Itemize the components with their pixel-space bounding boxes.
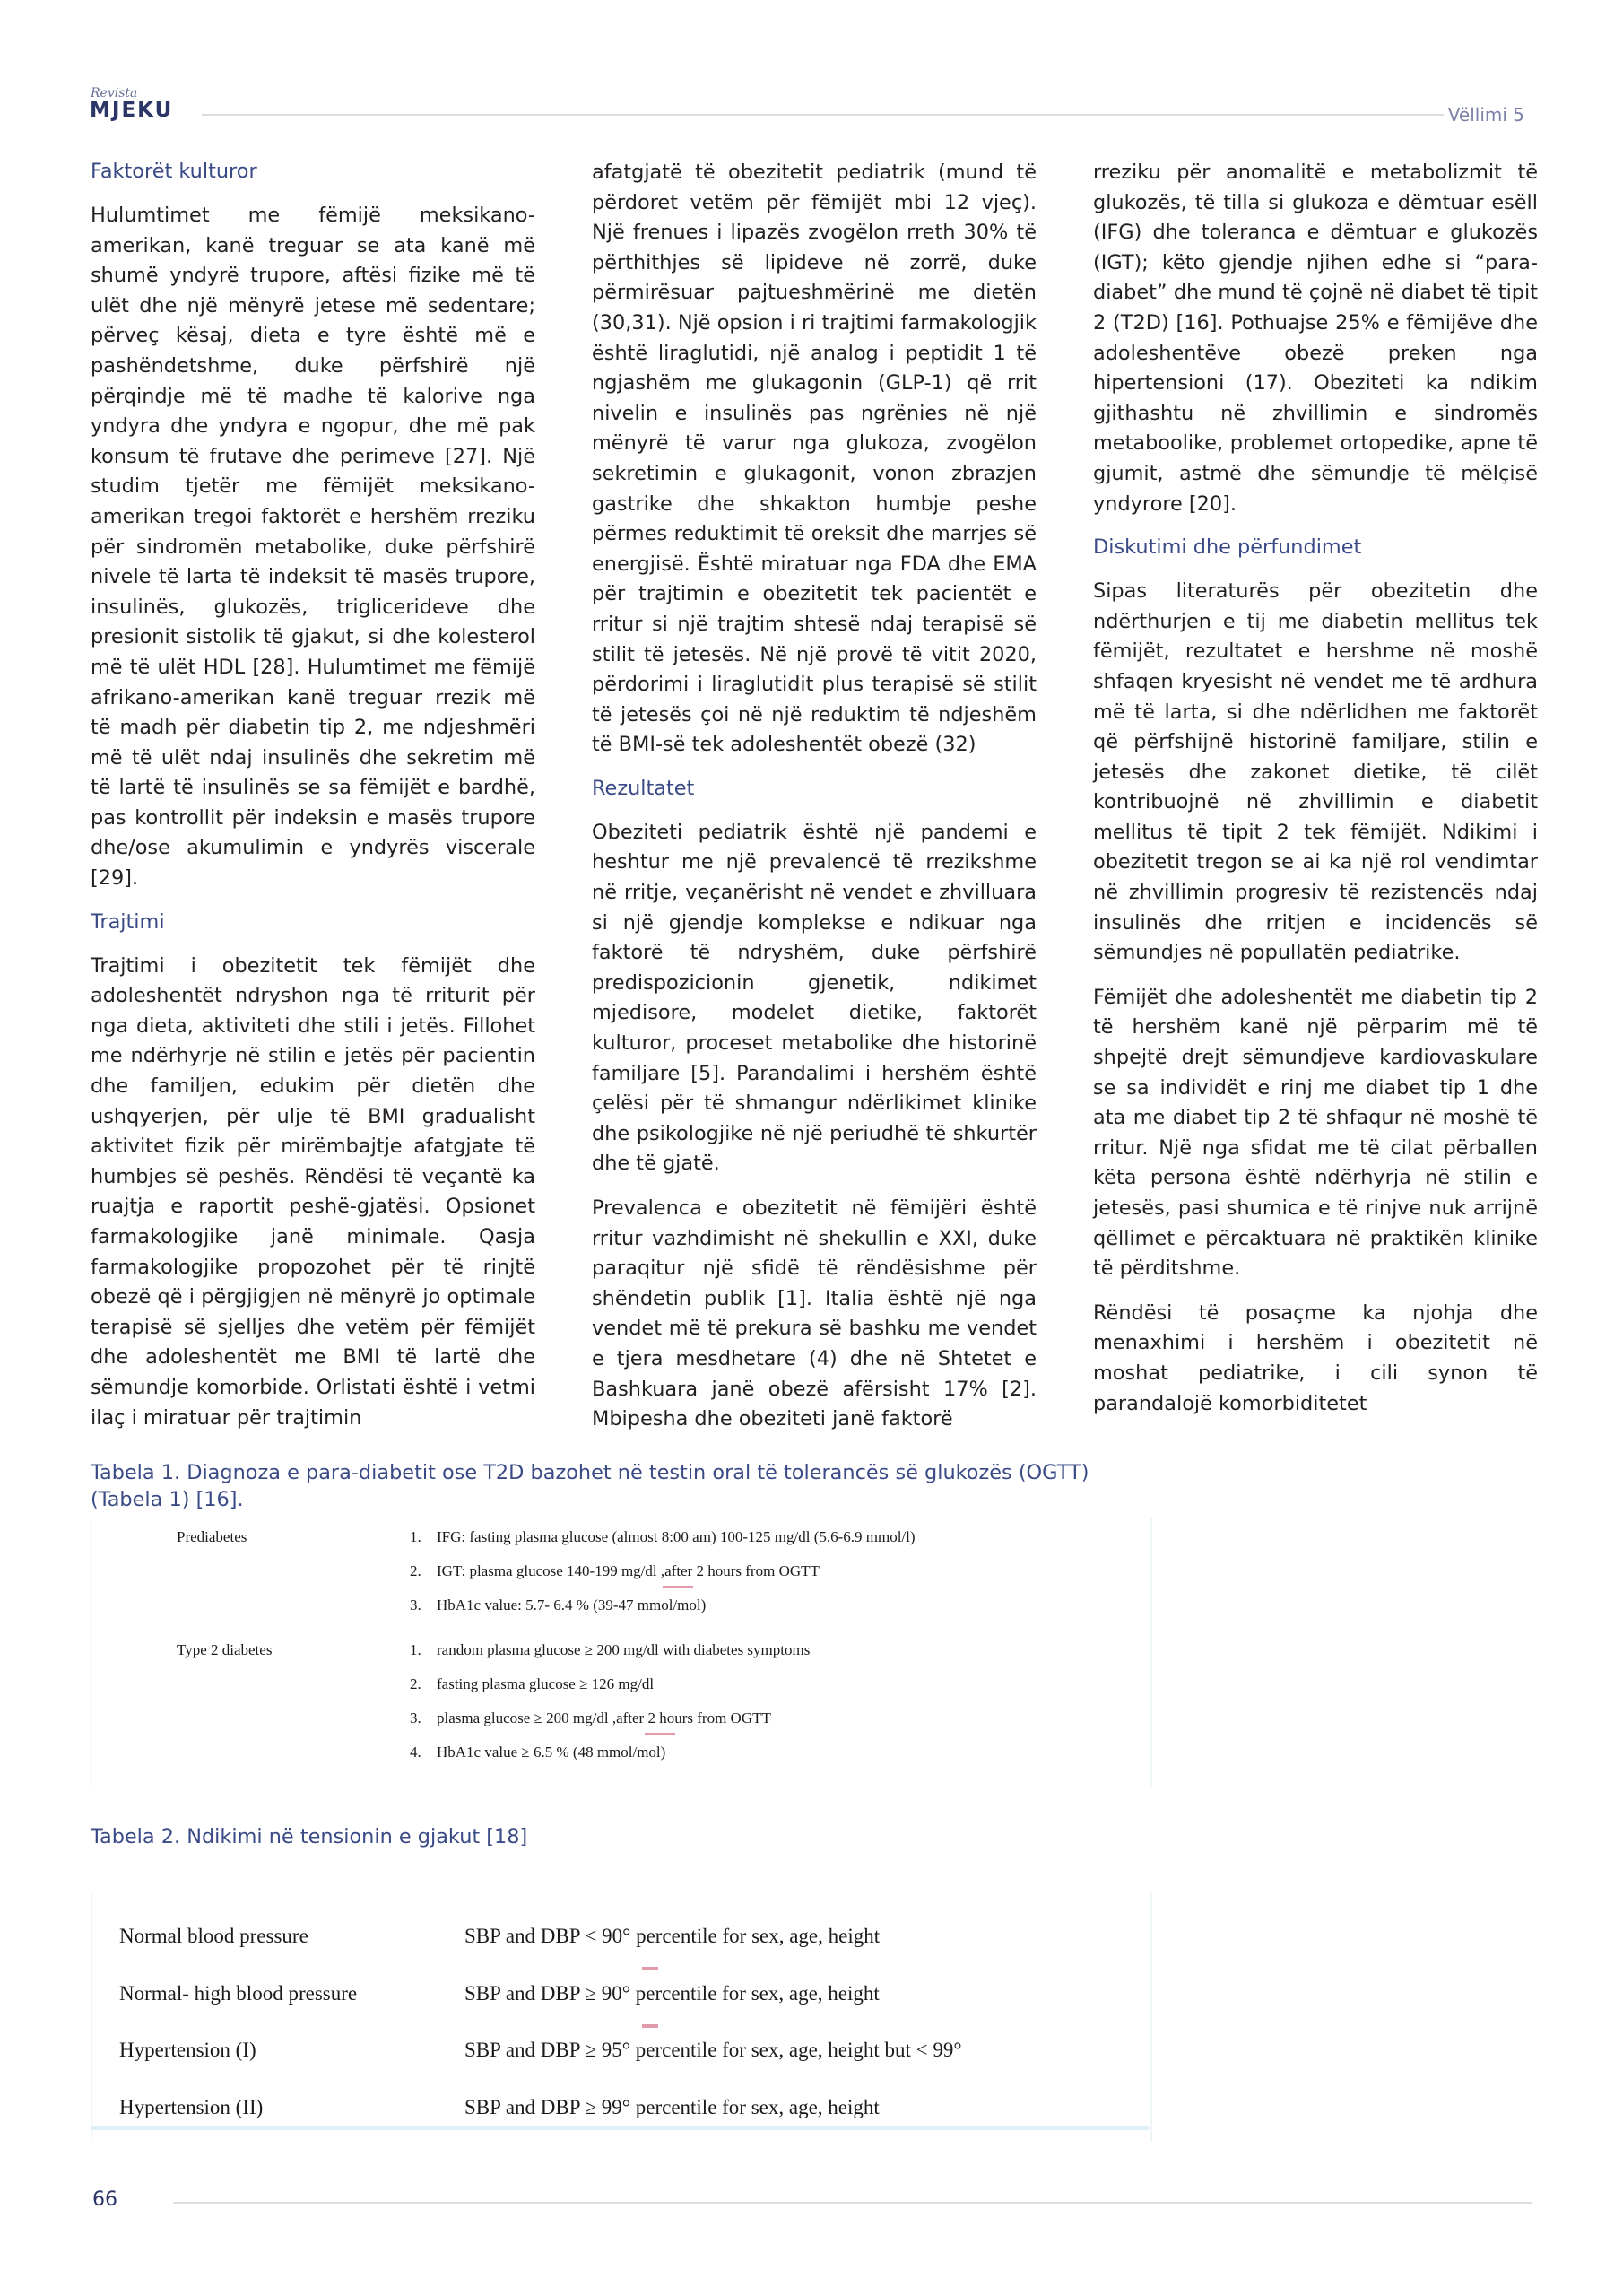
table-1-item: [410, 1675, 654, 1693]
item-text: HbA1c value ≥ 6.5 % (48 mmol/mol): [437, 1744, 666, 1761]
table-1-group-label: Prediabetes: [177, 1528, 247, 1545]
row-label: Normal blood pressure: [119, 1925, 308, 1947]
text-column-2: [592, 158, 1037, 1449]
footer-divider: [173, 2202, 1532, 2204]
item-number: 3.: [410, 1709, 421, 1726]
header-divider: [202, 114, 1444, 116]
spellcheck-underline: [645, 1733, 675, 1735]
paragraph: Trajtimi i obezitetit tek fëmijët dhe adoleshentët ndryshon nga të rriturit për nga dieta, aktiviteti dhe stili i jetës. Fillohet me ndërhyrje në stilin e jetës për pacientin dhe familjen, edukim për dietën dhe ushqyerjen, për ulje të BMI gradualisht aktivitet fizik për mirëmbajtje afatgjate të humbjes së peshës. Rëndësi të veçantë ka ruajtja e raportit peshë-gjatësi. Opsionet farmakologjike janë minimale. Qasja farmakologjike propozohet për të rinjtë obezë që i përgjigjen në mënyrë jo optimale terapisë së sjelljes dhe vetëm për fëmijët dhe adoleshentët me BMI të lartë dhe sëmundje komorbide. Orlistati është i vetmi ilaç i miratuar për trajtimin: [91, 953, 535, 1430]
table-1-item: [410, 1709, 771, 1727]
paragraph: Sipas literaturës për obezitetin dhe ndërthurjen e tij me diabetin mellitus tek fëmijët, rezultatet e hershme në moshë shfaqen kryesisht në vendet me të ardhura më të larta, si dhe ndërlidhen me faktorët që përfshijnë historinë familjare, stilin e jetesës dhe zakonet dietike, të cilët kontribuojnë në zhvillimin e diabetit mellitus të tipit 2 tek fëmijët. Ndikimi i obezitetit tregon se ai ka një rol vendimtar në zhvillimin progresiv të rezistencës ndaj insulinës dhe rritjen e incidencës së sëmundjes në popullatën pediatrike.: [1093, 579, 1538, 965]
row-criterion: SBP and DBP ≥ 90° percentile for sex, age, height: [464, 1982, 880, 2005]
row-criterion: SBP and DBP ≥ 99° percentile for sex, age, height: [464, 2096, 880, 2118]
row-criterion: SBP and DBP < 90° percentile for sex, age, height: [464, 1925, 881, 1947]
paragraph: afatgjatë të obezitetit pediatrik (mund të përdoret vetëm për fëmijët mbi 12 vjeç). Një frenues i lipazës zvogëlon rreth 30% të përthithjes së lipideve në zorrë, duke përmirësuar pajtueshmërinë me dietën (30,31). Një opsion i ri trajtimi farmakologjik është liraglutidi, një analog i peptidit 1 të ngjashëm me glukagonin (GLP-1) që rrit nivelin e insulinës pas ngrënies në një mënyrë të varur nga glukoza, zvogëlon sekretimin e glukagonit, vonon zbrazjen gastrike dhe shkakton humbje peshe përmes reduktimit të oreksit dhe marrjes së energjisë. Është miratuar nga FDA dhe EMA për trajtimin e obezitetit tek pacientët e rritur si një trajtim shtesë ndaj terapisë së stilit të jetesës. Në një provë të vitit 2020, përdorimi i liraglutidit plus terapisë së stilit të jetesës çoi në një reduktim të ndjeshëm të BMI-së tek adoleshentët obezë (32): [592, 161, 1037, 757]
paragraph: rreziku për anomalitë e metabolizmit të glukozës, të tilla si glukoza e dëmtuar esëll (IFG) dhe toleranca e dëmtuar e glukozës (IGT); këto gjendje njihen edhe si “para-diabet” dhe mund të çojnë në diabet të tipit 2 (T2D) [16]. Pothuajse 25% e fëmijëve dhe adoleshentëve obezë preken nga hipertensioni (17). Obeziteti ka ndikim gjithashtu në zhvillimin e sindromës metaboolike, problemet ortopedike, apne të gjumit, astmë dhe sëmundje të mëlçisë yndyrore [20].: [1093, 161, 1538, 516]
paragraph: Hulumtimet me fëmijë meksikano-amerikan, kanë treguar se ata kanë më shumë yndyrë trupore, aftësi fizike më të ulët dhe një mënyrë jetese më sedentare; përveç kësaj, dieta e tyre është më e pashëndetshme, duke përfshirë një përqindje më të madhe të kalorive nga yndyra dhe yndyra e ngopur, dhe më pak konsum të frutave dhe perimeve [27]. Një studim tjetër me fëmijët meksikano-amerikan tregoi faktorët e hershëm rreziku për sindromën metabolike, duke përfshirë nivele të larta të indeksit të masës trupore, insulinës, glukozës, triglicerideve dhe presionit sistolik të gjakut, si dhe kolesterol më të ulët HDL [28]. Hulumtimet me fëmijë afrikano-amerikan kanë treguar rrezik më të madh për diabetin tip 2, me ndjeshmëri më të ulët ndaj insulinës dhe sekretim më të lartë të insulinës se sa fëmijët e bardhë, pas kontrollit për indeksin e masës trupore dhe/ose akumulimin e yndyrës viscerale [29].: [91, 204, 535, 891]
row-criterion: SBP and DBP ≥ 95° percentile for sex, age, height but < 99°: [464, 2039, 962, 2061]
item-number: 1.: [410, 1641, 421, 1658]
table-1-caption: Tabela 1. Diagnoza e para-diabetit ose T2D bazohet në testin oral të tolerancës së glukozës (OGTT) (Tabela 1) [16].: [91, 1461, 1089, 1511]
volume-label: Vëllimi 5: [1447, 104, 1524, 126]
item-number: 2.: [410, 1562, 421, 1579]
table-1-item: [410, 1562, 820, 1580]
journal-logo: MJEKU: [90, 99, 174, 122]
paragraph: Fëmijët dhe adoleshentët me diabetin tip 2 të hershëm kanë një përparim më të shpejtë drejt sëmundjeve kardiovaskulare se sa individët e rinj me diabet tip 1 dhe ata me diabet tip 2 të shfaqur në moshë të rritur. Një nga sfidat me të cilat përballen këta persona është ndërhyrja në stilin e jetesës, pasi shumica e të rinjve nuk arrijnë qëllimet e përcaktuara në praktikën klinike të përditshme.: [1093, 985, 1538, 1281]
table-1-group-label: Type 2 diabetes: [177, 1641, 273, 1658]
table-1-item: [410, 1744, 665, 1761]
table-2-blood-pressure: [91, 1891, 1152, 2142]
paragraph: Rëndësi të posaçme ka njohja dhe menaxhimi i hershëm i obezitetit në moshat pediatrike, i cili synon të parandalojë komorbiditetet: [1093, 1300, 1538, 1415]
item-text: plasma glucose ≥ 200 mg/dl ,after 2 hours from OGTT: [437, 1709, 771, 1726]
paragraph: Obeziteti pediatrik është një pandemi e heshtur me një prevalencë të rrezikshme në rritje, veçanërisht në vendet e zhvilluara si një gjendje komplekse e ndikuar nga faktorë të ndryshëm, duke përfshirë predispozicionin gjenetik, ndikimet mjedisore, modelet dietike, faktorët kulturor, proceset metabolike dhe historinë familjare [5]. Parandalimi i hershëm është çelësi për të shmangur ndërlikimet klinike dhe psikologjike në një periudhë të shkurtër dhe të gjatë.: [592, 820, 1037, 1176]
page-header: [90, 86, 1533, 131]
item-number: 1.: [410, 1528, 421, 1545]
row-label: Normal- high blood pressure: [119, 1982, 358, 2005]
item-number: 3.: [410, 1596, 421, 1613]
row-label: Hypertension (II): [119, 2096, 264, 2118]
text-column-1: [91, 158, 535, 1448]
item-number: 2.: [410, 1675, 421, 1692]
row-label: Hypertension (I): [119, 2039, 256, 2061]
item-text: IFG: fasting plasma glucose (almost 8:00 am) 100-125 mg/dl (5.6-6.9 mmol/l): [437, 1528, 916, 1545]
item-text: HbA1c value: 5.7- 6.4 % (39-47 mmol/mol): [437, 1596, 707, 1613]
spellcheck-underline: [663, 1586, 693, 1588]
spellcheck-underline: [642, 2024, 658, 2028]
section-heading-cultural-factors: Faktorët kulturor: [91, 160, 257, 183]
item-text: random plasma glucose ≥ 200 mg/dl with diabetes symptoms: [437, 1641, 811, 1658]
table-1-item: [410, 1528, 916, 1546]
paragraph: Prevalenca e obezitetit në fëmijëri është rritur vazhdimisht në shekullin e XXI, duke paraqitur një sfidë të rëndësishme për shëndetin publik [1]. Italia është një nga vendet më të prekura së bashku me vendet e tjera mesdhetare (4) dhe në Shtetet e Bashkuara janë obezë afërsisht 17% [2]. Mbipesha dhe obeziteti janë faktorë: [592, 1196, 1037, 1431]
table-2-bottom-border: [91, 2126, 1149, 2130]
section-heading-discussion: Diskutimi dhe përfundimet: [1093, 535, 1362, 560]
journal-logo-subtitle: Revista: [91, 86, 138, 100]
item-text: fasting plasma glucose ≥ 126 mg/dl: [437, 1675, 655, 1692]
table-1-item: [410, 1596, 706, 1614]
item-number: 4.: [410, 1744, 421, 1761]
table-2-caption: Tabela 2. Ndikimi në tensionin e gjakut [18]: [91, 1825, 528, 1848]
text-column-3: [1093, 158, 1538, 1433]
page-number: 66: [92, 2188, 117, 2211]
table-1-diagnosis: [91, 1518, 1152, 1787]
section-heading-treatment: Trajtimi: [91, 909, 165, 934]
spellcheck-underline: [642, 1967, 658, 1970]
table-1-item: [410, 1641, 810, 1659]
item-text: IGT: plasma glucose 140-199 mg/dl ,after 2 hours from OGTT: [437, 1562, 820, 1579]
section-heading-results: Rezultatet: [592, 776, 695, 800]
